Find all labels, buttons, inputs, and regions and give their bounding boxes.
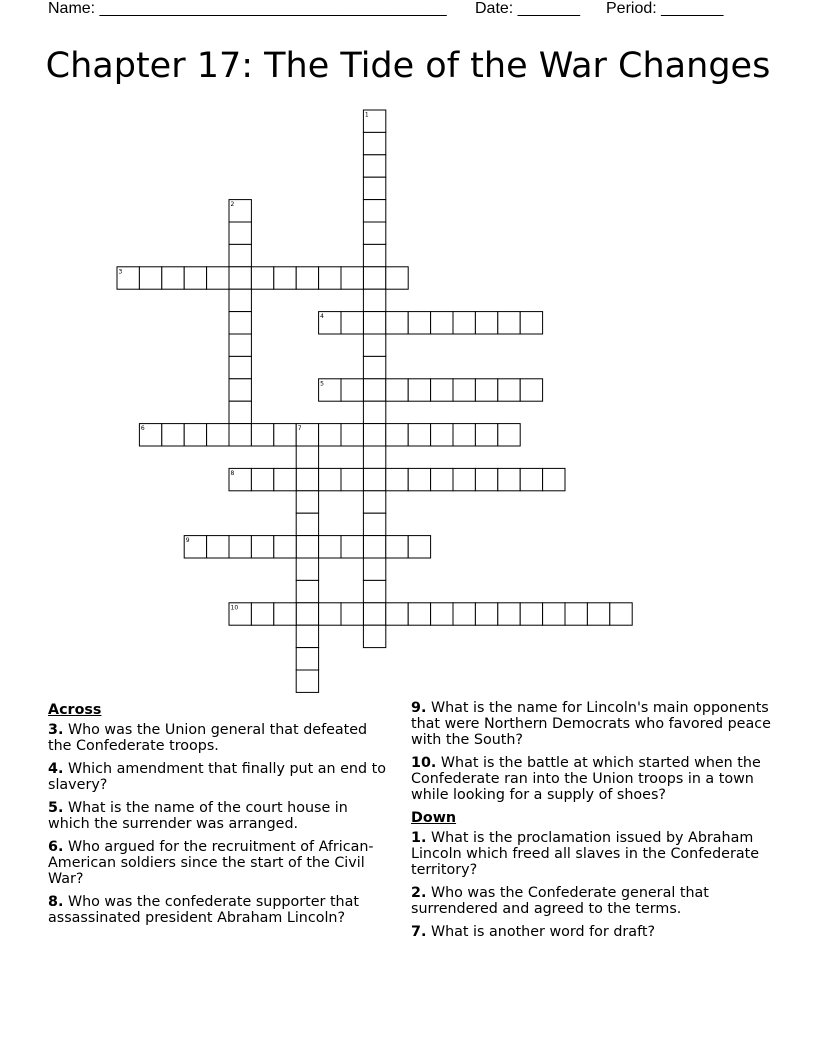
clue-number: 10. [411,755,437,771]
crossword-cell[interactable] [162,267,184,289]
crossword-cell[interactable] [363,401,385,423]
clue-number: 6. [48,839,64,855]
crossword-cell[interactable] [543,468,565,490]
crossword-cell[interactable] [363,625,385,647]
crossword-cell[interactable] [408,424,430,446]
crossword-cell[interactable] [319,536,341,558]
clue-text: Who argued for the recruitment of African-American soldiers since the start of the Civil War? [48,839,374,887]
crossword-cell[interactable] [363,312,385,334]
clue-across-8 [48,894,393,926]
crossword-cell[interactable] [296,625,318,647]
crossword-cell[interactable] [565,603,587,625]
crossword-cell[interactable] [475,312,497,334]
clue-across-6 [48,839,393,887]
crossword-cell-number: 2 [230,201,235,209]
crossword-cell[interactable] [319,468,341,490]
crossword-cell[interactable] [207,424,229,446]
crossword-cell[interactable] [139,267,161,289]
crossword-cell[interactable] [363,513,385,535]
crossword-cell[interactable] [341,468,363,490]
clue-text: What is the proclamation issued by Abraham Lincoln which freed all slaves in the Confederate territory? [411,830,759,878]
crossword-cell[interactable] [363,580,385,602]
crossword-cell[interactable] [296,580,318,602]
crossword-cell[interactable] [296,648,318,670]
crossword-cell[interactable] [296,491,318,513]
crossword-cell[interactable] [408,603,430,625]
crossword-cell[interactable] [363,222,385,244]
crossword-cell[interactable] [498,424,520,446]
crossword-cell[interactable] [363,334,385,356]
crossword-cell[interactable] [431,379,453,401]
crossword-cell[interactable] [363,424,385,446]
clue-number: 9. [411,700,427,716]
crossword-cell[interactable] [229,222,251,244]
crossword-cell[interactable] [408,536,430,558]
clue-number: 3. [48,722,64,738]
crossword-cell[interactable] [520,379,542,401]
crossword-cell[interactable] [386,603,408,625]
crossword-cell[interactable] [386,536,408,558]
clue-number: 4. [48,761,64,777]
crossword-cell[interactable] [498,312,520,334]
name-field-label: Name: _______________________________________ [48,0,447,17]
clue-text: Which amendment that finally put an end to slavery? [48,761,386,793]
crossword-cell[interactable] [229,401,251,423]
clue-text: What is another word for draft? [430,924,656,940]
crossword-cell[interactable] [386,424,408,446]
crossword-cell[interactable] [296,558,318,580]
crossword-cell[interactable] [587,603,609,625]
crossword-cell-number: 6 [140,425,145,433]
crossword-cell-number: 1 [364,111,369,119]
crossword-cell[interactable] [229,289,251,311]
clue-text: Who was the Union general that defeated the Confederate troops. [48,722,368,754]
crossword-cell[interactable] [363,155,385,177]
crossword-cell[interactable] [543,603,565,625]
across-heading: Across [48,702,102,718]
crossword-cell[interactable] [319,267,341,289]
clue-number: 8. [48,894,64,910]
crossword-cell[interactable] [274,468,296,490]
crossword-cell[interactable] [408,468,430,490]
crossword-cell[interactable] [274,603,296,625]
crossword-cell[interactable] [363,200,385,222]
crossword-cell[interactable] [453,312,475,334]
crossword-cell[interactable] [229,356,251,378]
crossword-cell-number: 10 [230,604,239,612]
crossword-cell[interactable] [363,132,385,154]
crossword-cell[interactable] [386,468,408,490]
crossword-cell[interactable] [363,289,385,311]
clue-text: What is the name for Lincoln's main opponents that were Northern Democrats who favored peace with the South? [411,700,771,748]
clue-down-2 [411,885,773,917]
crossword-cell[interactable] [363,446,385,468]
crossword-cell[interactable] [229,424,251,446]
clue-across-3 [48,722,393,754]
crossword-cell[interactable] [341,267,363,289]
clue-text: What is the name of the court house in which the surrender was arranged. [48,800,348,832]
crossword-cell[interactable] [274,424,296,446]
clue-across-9 [411,700,773,748]
crossword-cell[interactable] [498,468,520,490]
crossword-cell[interactable] [319,424,341,446]
crossword-cell[interactable] [296,670,318,692]
crossword-cell[interactable] [520,603,542,625]
crossword-cell[interactable] [363,491,385,513]
crossword-cell[interactable] [296,267,318,289]
crossword-cell[interactable] [296,446,318,468]
crossword-cell[interactable] [475,468,497,490]
crossword-cell[interactable] [251,267,273,289]
crossword-cell-number: 8 [230,469,235,477]
crossword-cell[interactable] [207,536,229,558]
crossword-cell[interactable] [363,379,385,401]
crossword-cell[interactable] [386,267,408,289]
crossword-cell[interactable] [184,424,206,446]
crossword-cell[interactable] [296,513,318,535]
clue-text: Who was the confederate supporter that assassinated president Abraham Lincoln? [48,894,359,926]
crossword-cell[interactable] [453,468,475,490]
crossword-cell[interactable] [431,468,453,490]
crossword-cell[interactable] [363,603,385,625]
clue-text: What is the battle at which started when the Confederate ran into the Union troops in a town while looking for a supply of shoes? [411,755,761,803]
crossword-cell[interactable] [319,603,341,625]
crossword-cell[interactable] [475,379,497,401]
clue-down-7 [411,924,773,940]
crossword-cell[interactable] [229,312,251,334]
crossword-cell[interactable] [498,379,520,401]
crossword-cell[interactable] [520,468,542,490]
crossword-cell[interactable] [431,312,453,334]
crossword-cell-number: 5 [320,380,324,388]
crossword-cell-number: 7 [297,425,302,433]
crossword-cell[interactable] [520,312,542,334]
crossword-cell[interactable] [363,244,385,266]
crossword-cell[interactable] [274,536,296,558]
clues-right-column [411,700,773,947]
crossword-cell[interactable] [341,379,363,401]
crossword-cell[interactable] [229,536,251,558]
crossword-cell-number: 9 [185,537,190,545]
crossword-cell[interactable] [363,267,385,289]
clue-across-4 [48,761,393,793]
clue-number: 7. [411,924,427,940]
crossword-cell[interactable] [341,536,363,558]
clue-number: 2. [411,885,427,901]
crossword-cell[interactable] [498,603,520,625]
clue-across-5 [48,800,393,832]
crossword-cell[interactable] [251,424,273,446]
crossword-cell[interactable] [363,468,385,490]
page-title: Chapter 17: The Tide of the War Changes [45,46,771,86]
crossword-cell[interactable] [453,424,475,446]
crossword-cell[interactable] [386,379,408,401]
crossword-cell[interactable] [341,312,363,334]
crossword-cell[interactable] [229,267,251,289]
crossword-cell[interactable] [453,603,475,625]
crossword-cell[interactable] [251,468,273,490]
crossword-cell[interactable] [363,356,385,378]
crossword-cell[interactable] [363,536,385,558]
crossword-cell[interactable] [453,379,475,401]
crossword-cell[interactable] [296,468,318,490]
date-field-label: Date: _______ [475,0,580,17]
clue-number: 5. [48,800,64,816]
crossword-cell[interactable] [162,424,184,446]
crossword-cell[interactable] [296,603,318,625]
crossword-cell[interactable] [341,603,363,625]
crossword-cell[interactable] [229,334,251,356]
crossword-cell[interactable] [610,603,632,625]
crossword-cell[interactable] [386,312,408,334]
crossword-cell[interactable] [184,267,206,289]
crossword-cell[interactable] [363,177,385,199]
down-heading: Down [411,810,457,826]
crossword-cell[interactable] [363,558,385,580]
crossword-cell[interactable] [251,603,273,625]
crossword-cell[interactable] [475,424,497,446]
crossword-cell[interactable] [475,603,497,625]
crossword-cell[interactable] [431,603,453,625]
crossword-cell[interactable] [229,379,251,401]
crossword-cell[interactable] [296,536,318,558]
clue-down-1 [411,830,773,878]
crossword-cell-number: 3 [118,268,123,276]
clue-text: Who was the Confederate general that surrendered and agreed to the terms. [411,885,709,917]
clue-across-10 [411,755,773,803]
crossword-cell[interactable] [251,536,273,558]
crossword-cell[interactable] [431,424,453,446]
clues-left-column [48,700,393,933]
period-field-label: Period: _______ [606,0,724,17]
crossword-cell[interactable] [408,379,430,401]
clue-number: 1. [411,830,427,846]
crossword-cell-number: 4 [320,313,324,321]
crossword-cell[interactable] [229,244,251,266]
crossword-cell[interactable] [207,267,229,289]
crossword-cell[interactable] [408,312,430,334]
crossword-cell[interactable] [274,267,296,289]
crossword-cell[interactable] [341,424,363,446]
